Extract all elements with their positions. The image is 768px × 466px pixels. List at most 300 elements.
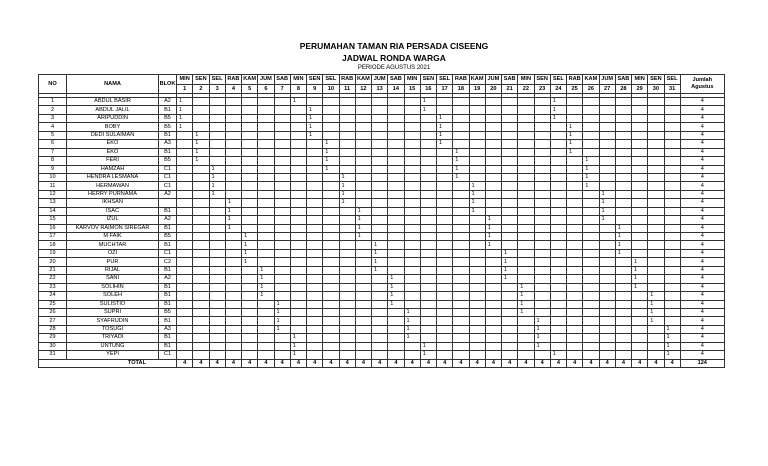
date-header: 30 — [648, 84, 664, 94]
duty-mark: 1 — [177, 106, 193, 114]
member-block: B1 — [159, 207, 177, 215]
day-cell — [388, 123, 404, 131]
day-cell — [209, 342, 225, 350]
duty-mark: 1 — [599, 207, 615, 215]
day-header: SAB — [502, 75, 518, 85]
day-cell — [339, 351, 355, 359]
day-cell — [615, 300, 631, 308]
day-cell — [209, 233, 225, 241]
day-cell — [290, 131, 306, 139]
day-cell — [355, 114, 371, 122]
day-cell — [485, 190, 501, 198]
duty-mark: 1 — [583, 182, 599, 190]
day-cell — [177, 157, 193, 165]
day-cell — [534, 140, 550, 148]
day-cell — [550, 249, 566, 257]
day-cell — [339, 342, 355, 350]
day-cell — [307, 241, 323, 249]
day-cell — [225, 266, 241, 274]
duty-mark: 1 — [485, 241, 501, 249]
day-cell — [632, 224, 648, 232]
day-cell — [290, 241, 306, 249]
day-cell — [372, 114, 388, 122]
day-header: KAM — [243, 76, 256, 83]
day-cell — [485, 182, 501, 190]
day-cell — [615, 283, 631, 291]
day-cell — [355, 300, 371, 308]
day-cell — [258, 308, 274, 316]
day-cell — [485, 351, 501, 359]
member-block: C1 — [159, 351, 177, 359]
day-cell — [209, 241, 225, 249]
day-cell — [550, 300, 566, 308]
day-cell — [323, 199, 339, 207]
day-cell — [599, 173, 615, 181]
row-total: 4 — [680, 258, 724, 266]
day-cell — [388, 114, 404, 122]
day-cell — [355, 123, 371, 131]
day-cell — [388, 216, 404, 224]
member-block: A2 — [159, 98, 177, 106]
day-cell — [274, 207, 290, 215]
day-cell — [209, 275, 225, 283]
day-cell — [599, 266, 615, 274]
day-cell — [469, 300, 485, 308]
date-header: 11 — [339, 84, 355, 94]
day-cell — [242, 98, 258, 106]
day-cell — [242, 148, 258, 156]
day-cell — [242, 173, 258, 181]
day-cell — [339, 325, 355, 333]
day-cell — [664, 241, 680, 249]
day-cell — [518, 148, 534, 156]
day-cell — [339, 165, 355, 173]
day-total: 4 — [437, 359, 453, 367]
duty-mark: 1 — [453, 173, 469, 181]
day-cell — [648, 233, 664, 241]
date-header: 17 — [437, 84, 453, 94]
day-cell — [632, 342, 648, 350]
day-cell — [242, 342, 258, 350]
day-cell — [307, 216, 323, 224]
member-name: SOLEH — [67, 292, 159, 300]
day-cell — [388, 334, 404, 342]
date-header: 10 — [323, 84, 339, 94]
member-block: B5 — [159, 114, 177, 122]
duty-mark: 1 — [664, 334, 680, 342]
row-number: 23 — [39, 283, 67, 291]
day-cell — [193, 106, 209, 114]
day-cell — [339, 283, 355, 291]
day-cell — [177, 216, 193, 224]
day-cell — [567, 190, 583, 198]
member-block: B1 — [159, 342, 177, 350]
day-header: RAB — [567, 75, 583, 85]
day-cell — [355, 292, 371, 300]
day-cell — [437, 300, 453, 308]
row-number: 17 — [39, 233, 67, 241]
day-cell — [599, 325, 615, 333]
day-cell — [567, 199, 583, 207]
day-cell — [225, 241, 241, 249]
day-cell — [583, 98, 599, 106]
day-cell — [339, 334, 355, 342]
day-cell — [648, 216, 664, 224]
day-cell — [420, 283, 436, 291]
member-block: B1 — [159, 131, 177, 139]
row-number: 14 — [39, 207, 67, 215]
day-cell — [615, 123, 631, 131]
day-cell — [453, 182, 469, 190]
day-cell — [453, 207, 469, 215]
day-cell — [372, 207, 388, 215]
table-row — [39, 182, 725, 190]
day-cell — [502, 173, 518, 181]
day-cell — [372, 292, 388, 300]
day-cell — [242, 123, 258, 131]
day-cell — [307, 283, 323, 291]
day-cell — [258, 351, 274, 359]
duty-mark: 1 — [550, 106, 566, 114]
row-number: 10 — [39, 173, 67, 181]
day-cell — [664, 148, 680, 156]
day-cell — [388, 258, 404, 266]
day-header: MIN — [177, 75, 193, 85]
day-cell — [485, 342, 501, 350]
duty-mark: 1 — [242, 241, 258, 249]
day-cell — [274, 241, 290, 249]
day-cell — [177, 258, 193, 266]
day-cell — [632, 233, 648, 241]
day-cell — [502, 283, 518, 291]
row-number: 5 — [39, 131, 67, 139]
table-row — [39, 173, 725, 181]
duty-mark: 1 — [469, 207, 485, 215]
day-cell — [323, 342, 339, 350]
row-total: 4 — [680, 317, 724, 325]
day-cell — [469, 308, 485, 316]
day-cell — [339, 98, 355, 106]
day-cell — [420, 140, 436, 148]
day-cell — [485, 275, 501, 283]
day-cell — [388, 233, 404, 241]
duty-mark: 1 — [599, 199, 615, 207]
duty-mark: 1 — [193, 140, 209, 148]
day-cell — [372, 173, 388, 181]
day-cell — [469, 148, 485, 156]
duty-mark: 1 — [648, 308, 664, 316]
day-cell — [323, 207, 339, 215]
day-cell — [420, 317, 436, 325]
duty-mark: 1 — [225, 224, 241, 232]
day-cell — [437, 224, 453, 232]
day-cell — [258, 190, 274, 198]
day-cell — [648, 98, 664, 106]
day-cell — [290, 325, 306, 333]
day-cell — [615, 173, 631, 181]
day-cell — [274, 131, 290, 139]
day-cell — [567, 283, 583, 291]
day-cell — [534, 292, 550, 300]
day-cell — [648, 207, 664, 215]
day-cell — [420, 173, 436, 181]
day-cell — [177, 275, 193, 283]
duty-mark: 1 — [323, 157, 339, 165]
day-cell — [550, 123, 566, 131]
day-cell — [567, 334, 583, 342]
day-cell — [323, 114, 339, 122]
day-cell — [388, 325, 404, 333]
row-total: 4 — [680, 342, 724, 350]
day-cell — [209, 292, 225, 300]
day-cell — [437, 98, 453, 106]
day-cell — [258, 98, 274, 106]
duty-mark: 1 — [404, 308, 420, 316]
col-header-no: NO — [39, 75, 67, 94]
day-cell — [615, 148, 631, 156]
row-total: 4 — [680, 207, 724, 215]
day-cell — [290, 165, 306, 173]
day-cell — [225, 334, 241, 342]
day-cell — [404, 292, 420, 300]
duty-mark: 1 — [567, 131, 583, 139]
day-cell — [258, 106, 274, 114]
day-cell — [193, 199, 209, 207]
day-total: 4 — [632, 359, 648, 367]
day-cell — [258, 148, 274, 156]
day-cell — [469, 351, 485, 359]
day-cell — [550, 266, 566, 274]
day-cell — [339, 224, 355, 232]
date-header: 19 — [469, 84, 485, 94]
day-cell — [648, 199, 664, 207]
day-cell — [453, 224, 469, 232]
day-cell — [485, 317, 501, 325]
day-cell — [632, 173, 648, 181]
day-cell — [388, 249, 404, 257]
member-block: B1 — [159, 334, 177, 342]
day-cell — [193, 317, 209, 325]
duty-mark: 1 — [404, 325, 420, 333]
member-name: ISAC — [67, 207, 159, 215]
duty-mark: 1 — [258, 292, 274, 300]
day-cell — [583, 207, 599, 215]
day-cell — [534, 207, 550, 215]
day-cell — [534, 123, 550, 131]
date-header: 5 — [242, 84, 258, 94]
day-cell — [518, 165, 534, 173]
day-cell — [323, 351, 339, 359]
day-header: SAB — [274, 75, 290, 85]
total-label: TOTAL — [39, 359, 177, 367]
day-cell — [583, 283, 599, 291]
row-total: 4 — [680, 241, 724, 249]
duty-mark: 1 — [242, 258, 258, 266]
member-name: EKO — [67, 148, 159, 156]
report-period: PERIODE AGUSTUS 2021 — [357, 65, 431, 71]
date-header: 25 — [567, 84, 583, 94]
day-cell — [274, 233, 290, 241]
day-cell — [258, 241, 274, 249]
day-cell — [209, 106, 225, 114]
day-cell — [420, 199, 436, 207]
day-cell — [242, 325, 258, 333]
day-cell — [193, 300, 209, 308]
day-cell — [339, 114, 355, 122]
duty-mark: 1 — [290, 334, 306, 342]
day-cell — [453, 98, 469, 106]
row-number: 6 — [39, 140, 67, 148]
day-cell — [453, 249, 469, 257]
day-cell — [225, 106, 241, 114]
duty-mark: 1 — [274, 308, 290, 316]
row-total: 4 — [680, 190, 724, 198]
row-total: 4 — [680, 123, 724, 131]
duty-mark: 1 — [420, 106, 436, 114]
day-cell — [388, 351, 404, 359]
row-total: 4 — [680, 275, 724, 283]
day-cell — [437, 216, 453, 224]
day-cell — [437, 308, 453, 316]
day-cell — [404, 131, 420, 139]
member-name: PUR — [67, 258, 159, 266]
day-cell — [502, 123, 518, 131]
day-cell — [355, 140, 371, 148]
day-cell — [193, 216, 209, 224]
day-cell — [534, 258, 550, 266]
day-cell — [274, 249, 290, 257]
duty-mark: 1 — [307, 123, 323, 131]
day-cell — [648, 266, 664, 274]
day-header: MIN — [404, 75, 420, 85]
member-block: A2 — [159, 275, 177, 283]
row-number: 2 — [39, 106, 67, 114]
day-cell — [502, 342, 518, 350]
day-cell — [355, 275, 371, 283]
duty-mark: 1 — [437, 114, 453, 122]
day-cell — [274, 342, 290, 350]
day-cell — [323, 308, 339, 316]
day-cell — [339, 216, 355, 224]
day-cell — [453, 123, 469, 131]
day-cell — [518, 190, 534, 198]
day-cell — [599, 283, 615, 291]
day-cell — [225, 308, 241, 316]
day-cell — [518, 266, 534, 274]
day-cell — [372, 190, 388, 198]
day-total: 4 — [307, 359, 323, 367]
day-cell — [469, 140, 485, 148]
day-cell — [420, 233, 436, 241]
day-cell — [290, 148, 306, 156]
member-block: B1 — [159, 148, 177, 156]
table-row — [39, 157, 725, 165]
row-number: 19 — [39, 249, 67, 257]
day-cell — [323, 106, 339, 114]
date-header: 16 — [420, 84, 436, 94]
day-cell — [550, 308, 566, 316]
row-total: 4 — [680, 98, 724, 106]
day-cell — [355, 325, 371, 333]
member-name: IZUL — [67, 216, 159, 224]
day-cell — [599, 114, 615, 122]
day-cell — [290, 258, 306, 266]
day-cell — [404, 173, 420, 181]
day-total: 4 — [355, 359, 371, 367]
duty-mark: 1 — [225, 216, 241, 224]
day-cell — [323, 266, 339, 274]
day-cell — [290, 266, 306, 274]
day-cell — [469, 106, 485, 114]
duty-mark: 1 — [615, 233, 631, 241]
day-cell — [177, 266, 193, 274]
day-cell — [534, 266, 550, 274]
day-cell — [632, 207, 648, 215]
row-number: 26 — [39, 308, 67, 316]
day-cell — [290, 190, 306, 198]
row-number: 8 — [39, 157, 67, 165]
day-cell — [355, 308, 371, 316]
day-cell — [550, 342, 566, 350]
day-cell — [550, 165, 566, 173]
duty-mark: 1 — [632, 258, 648, 266]
day-cell — [258, 258, 274, 266]
day-cell — [615, 216, 631, 224]
day-cell — [290, 292, 306, 300]
day-cell — [307, 148, 323, 156]
day-cell — [502, 351, 518, 359]
day-cell — [420, 292, 436, 300]
day-cell — [502, 106, 518, 114]
member-block: B1 — [159, 241, 177, 249]
day-cell — [388, 148, 404, 156]
duty-mark: 1 — [323, 165, 339, 173]
date-header: 6 — [258, 84, 274, 94]
day-cell — [372, 224, 388, 232]
day-cell — [485, 148, 501, 156]
day-cell — [420, 334, 436, 342]
day-cell — [469, 266, 485, 274]
day-cell — [534, 283, 550, 291]
duty-mark: 1 — [615, 224, 631, 232]
table-row — [39, 114, 725, 122]
day-cell — [648, 157, 664, 165]
day-cell — [664, 106, 680, 114]
day-cell — [453, 342, 469, 350]
table-row — [39, 216, 725, 224]
day-cell — [664, 190, 680, 198]
day-cell — [225, 249, 241, 257]
member-name: ABDUL JALIL — [67, 106, 159, 114]
day-cell — [485, 258, 501, 266]
day-cell — [420, 224, 436, 232]
day-cell — [518, 131, 534, 139]
day-cell — [209, 334, 225, 342]
member-name: UNTUNG — [67, 342, 159, 350]
day-cell — [615, 98, 631, 106]
duty-mark: 1 — [290, 98, 306, 106]
day-cell — [307, 207, 323, 215]
day-cell — [664, 131, 680, 139]
day-cell — [453, 308, 469, 316]
day-cell — [372, 216, 388, 224]
day-cell — [648, 140, 664, 148]
day-cell — [469, 224, 485, 232]
day-cell — [437, 199, 453, 207]
day-total: 4 — [372, 359, 388, 367]
member-name: ABDUL BASIR — [67, 98, 159, 106]
day-cell — [518, 325, 534, 333]
